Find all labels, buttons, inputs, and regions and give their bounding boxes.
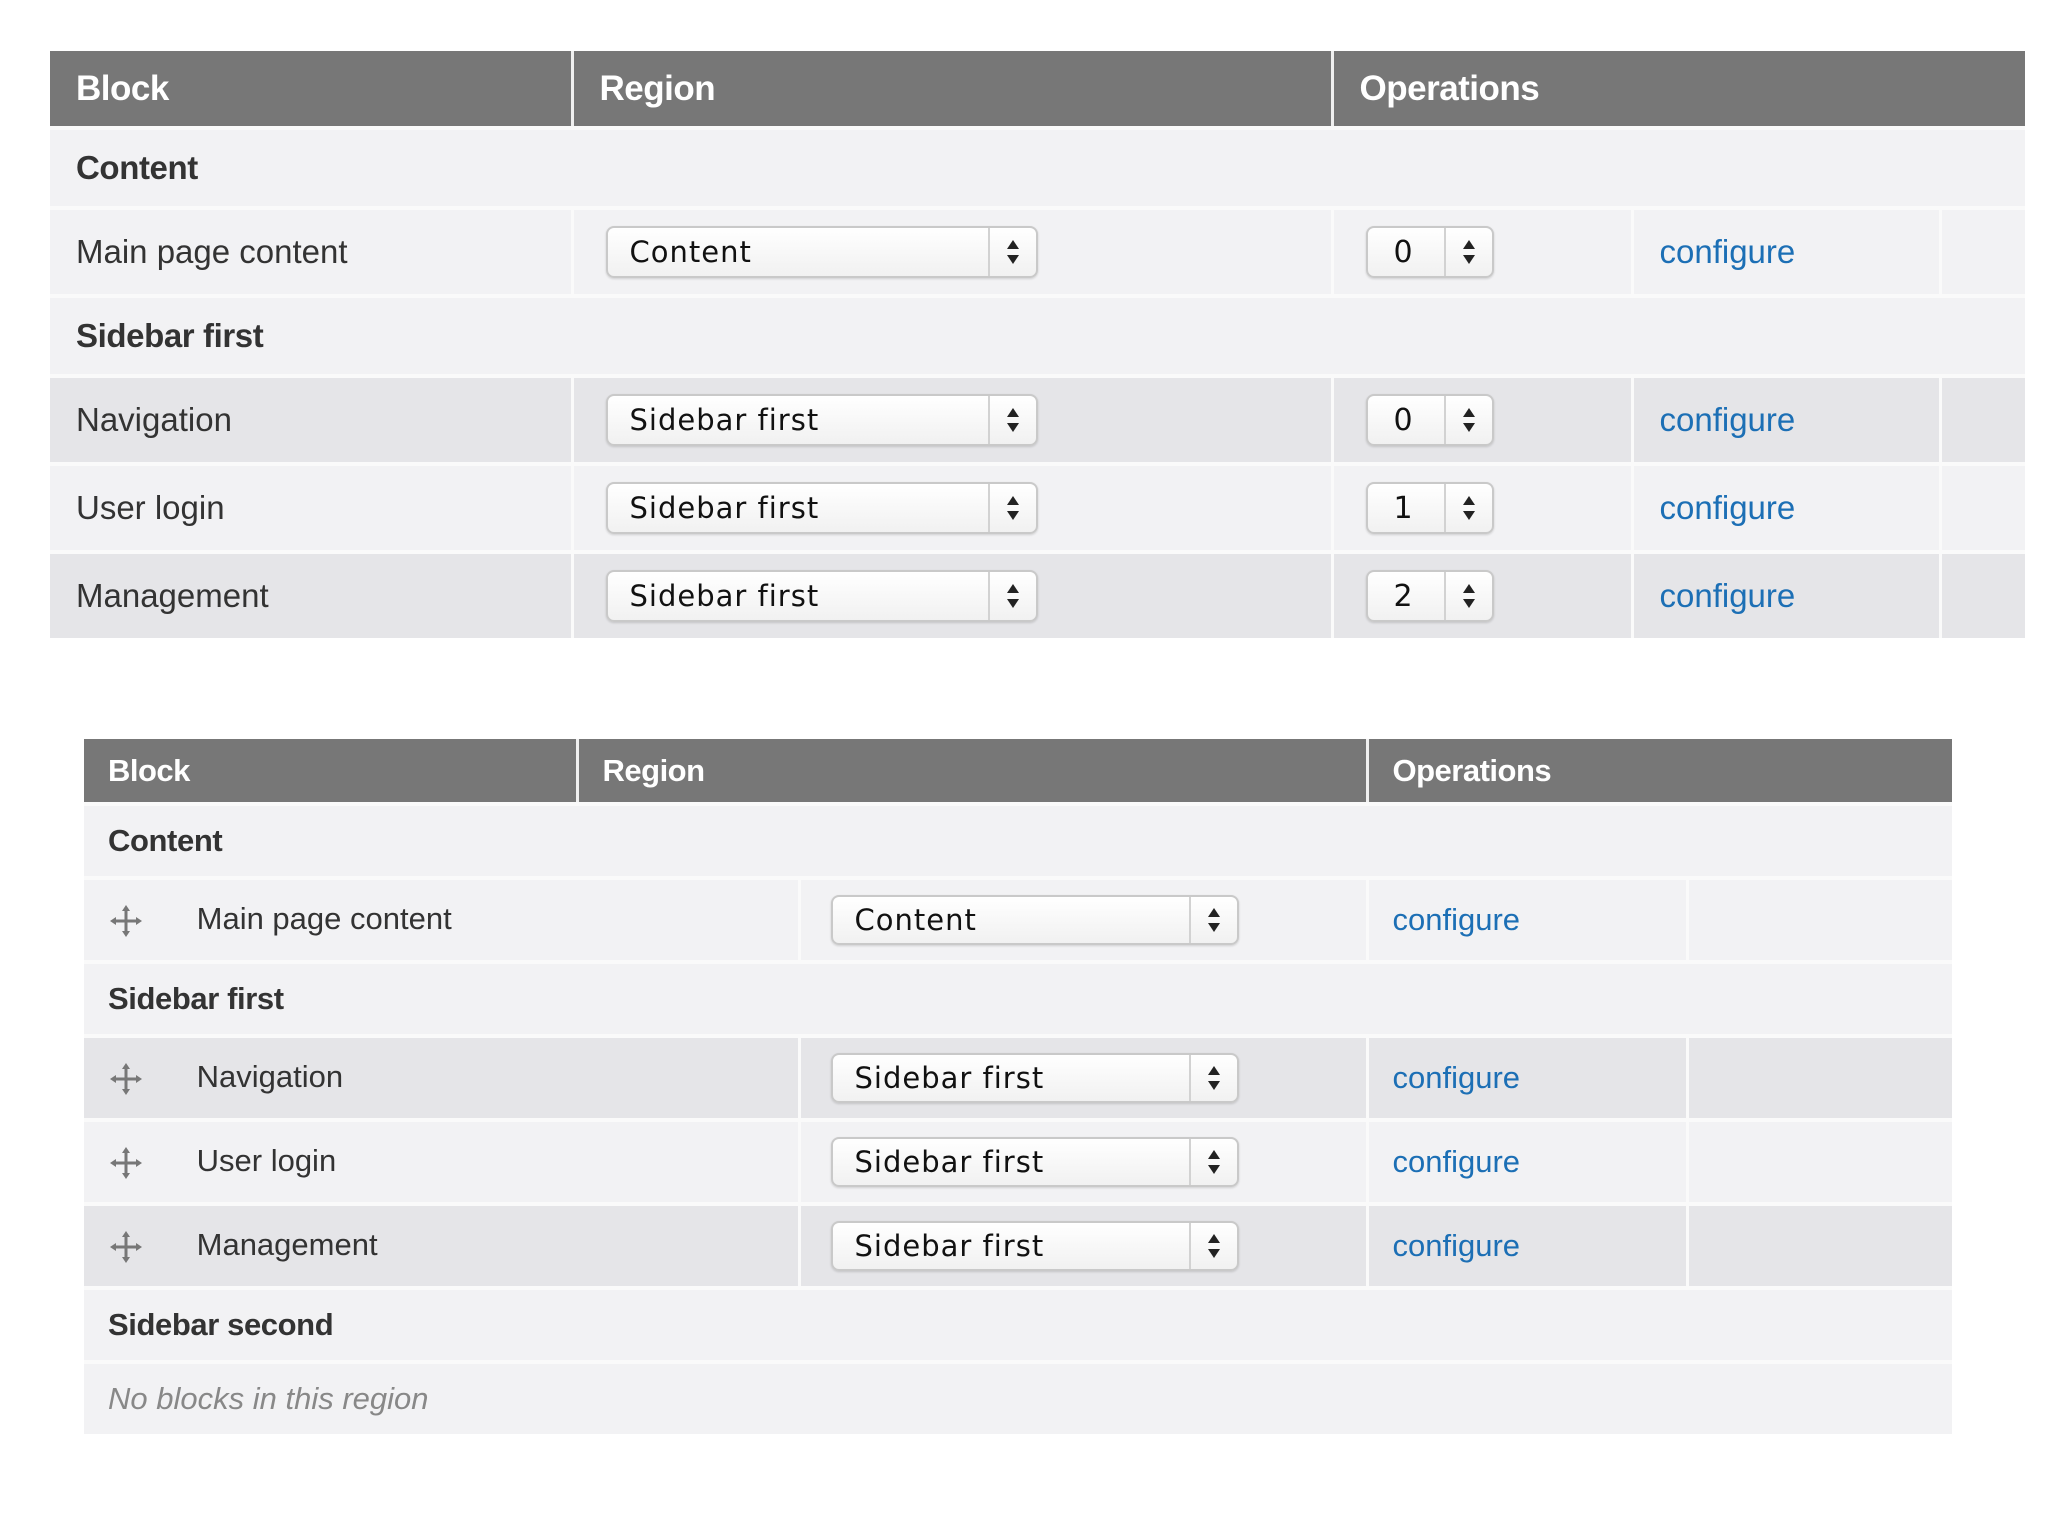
region-select[interactable] — [831, 895, 1239, 945]
updown-arrows-icon — [1189, 1223, 1237, 1269]
weight-select-value: 0 — [1393, 402, 1414, 438]
drag-handle-icon[interactable] — [108, 1229, 144, 1265]
table-header — [50, 51, 2025, 128]
region-select-value: Sidebar first — [629, 491, 820, 525]
block-name: Main page content — [50, 208, 572, 296]
region-title: Content — [50, 128, 2025, 208]
updown-arrows-icon — [1444, 572, 1492, 620]
configure-link[interactable]: configure — [1392, 1060, 1521, 1095]
weight-select[interactable] — [1366, 482, 1494, 534]
updown-arrows-icon — [988, 572, 1036, 620]
block-name: Navigation — [196, 1059, 344, 1095]
weight-select-value: 2 — [1393, 578, 1414, 614]
configure-link[interactable]: configure — [1392, 902, 1521, 937]
region-select[interactable] — [831, 1137, 1239, 1187]
weight-select[interactable] — [1366, 226, 1494, 278]
header-operations: Operations — [1367, 739, 1952, 804]
block-name: User login — [50, 464, 572, 552]
header-region: Region — [572, 51, 1332, 128]
table-header — [84, 739, 1952, 804]
region-empty-row — [84, 1362, 1952, 1434]
updown-arrows-icon — [988, 396, 1036, 444]
region-select-value: Sidebar first — [629, 403, 820, 437]
region-title: Sidebar first — [84, 962, 1952, 1036]
block-name: Management — [196, 1227, 378, 1263]
weight-select-value: 0 — [1393, 234, 1414, 270]
region-title: Sidebar first — [50, 296, 2025, 376]
configure-link[interactable]: configure — [1659, 401, 1796, 438]
region-select-value: Content — [629, 235, 752, 269]
drag-handle-icon[interactable] — [108, 1061, 144, 1097]
updown-arrows-icon — [1189, 897, 1237, 943]
updown-arrows-icon — [988, 484, 1036, 532]
weight-select[interactable] — [1366, 570, 1494, 622]
block-name: Navigation — [50, 376, 572, 464]
updown-arrows-icon — [1189, 1055, 1237, 1101]
configure-link[interactable]: configure — [1659, 577, 1796, 614]
region-select[interactable] — [606, 482, 1038, 534]
table-row — [84, 1120, 1952, 1204]
table-row — [50, 208, 2025, 296]
region-select[interactable] — [606, 394, 1038, 446]
header-block: Block — [84, 739, 577, 804]
region-row-sidebar-first — [50, 296, 2025, 376]
region-select-value: Sidebar first — [854, 1145, 1045, 1179]
table-row — [50, 376, 2025, 464]
region-row-sidebar-second — [84, 1288, 1952, 1362]
region-select-value: Sidebar first — [629, 579, 820, 613]
header-block: Block — [50, 51, 572, 128]
header-region: Region — [577, 739, 1367, 804]
weight-select[interactable] — [1366, 394, 1494, 446]
region-select[interactable] — [831, 1221, 1239, 1271]
configure-link[interactable]: configure — [1659, 489, 1796, 526]
region-select-value: Content — [854, 903, 977, 937]
region-title: Sidebar second — [84, 1288, 1952, 1362]
region-row-content — [50, 128, 2025, 208]
blocks-table-draggable — [84, 739, 1952, 1434]
table-row — [84, 1204, 1952, 1288]
drag-handle-icon[interactable] — [108, 1145, 144, 1181]
block-name: User login — [196, 1143, 337, 1179]
table-row — [50, 552, 2025, 638]
region-select[interactable] — [831, 1053, 1239, 1103]
table-row — [84, 878, 1952, 962]
table-row — [50, 464, 2025, 552]
region-row-sidebar-first — [84, 962, 1952, 1036]
region-select-value: Sidebar first — [854, 1061, 1045, 1095]
region-select[interactable] — [606, 226, 1038, 278]
configure-link[interactable]: configure — [1392, 1228, 1521, 1263]
configure-link[interactable]: configure — [1392, 1144, 1521, 1179]
updown-arrows-icon — [1444, 484, 1492, 532]
updown-arrows-icon — [988, 228, 1036, 276]
region-empty-message: No blocks in this region — [84, 1362, 1952, 1434]
block-name: Management — [50, 552, 572, 638]
region-select[interactable] — [606, 570, 1038, 622]
region-select-value: Sidebar first — [854, 1229, 1045, 1263]
block-name: Main page content — [196, 901, 452, 937]
configure-link[interactable]: configure — [1659, 233, 1796, 270]
updown-arrows-icon — [1444, 228, 1492, 276]
header-operations: Operations — [1332, 51, 2025, 128]
drag-handle-icon[interactable] — [108, 903, 144, 939]
region-title: Content — [84, 804, 1952, 878]
region-row-content — [84, 804, 1952, 878]
blocks-table-with-weights — [50, 51, 2025, 638]
weight-select-value: 1 — [1393, 490, 1414, 526]
updown-arrows-icon — [1189, 1139, 1237, 1185]
updown-arrows-icon — [1444, 396, 1492, 444]
table-row — [84, 1036, 1952, 1120]
